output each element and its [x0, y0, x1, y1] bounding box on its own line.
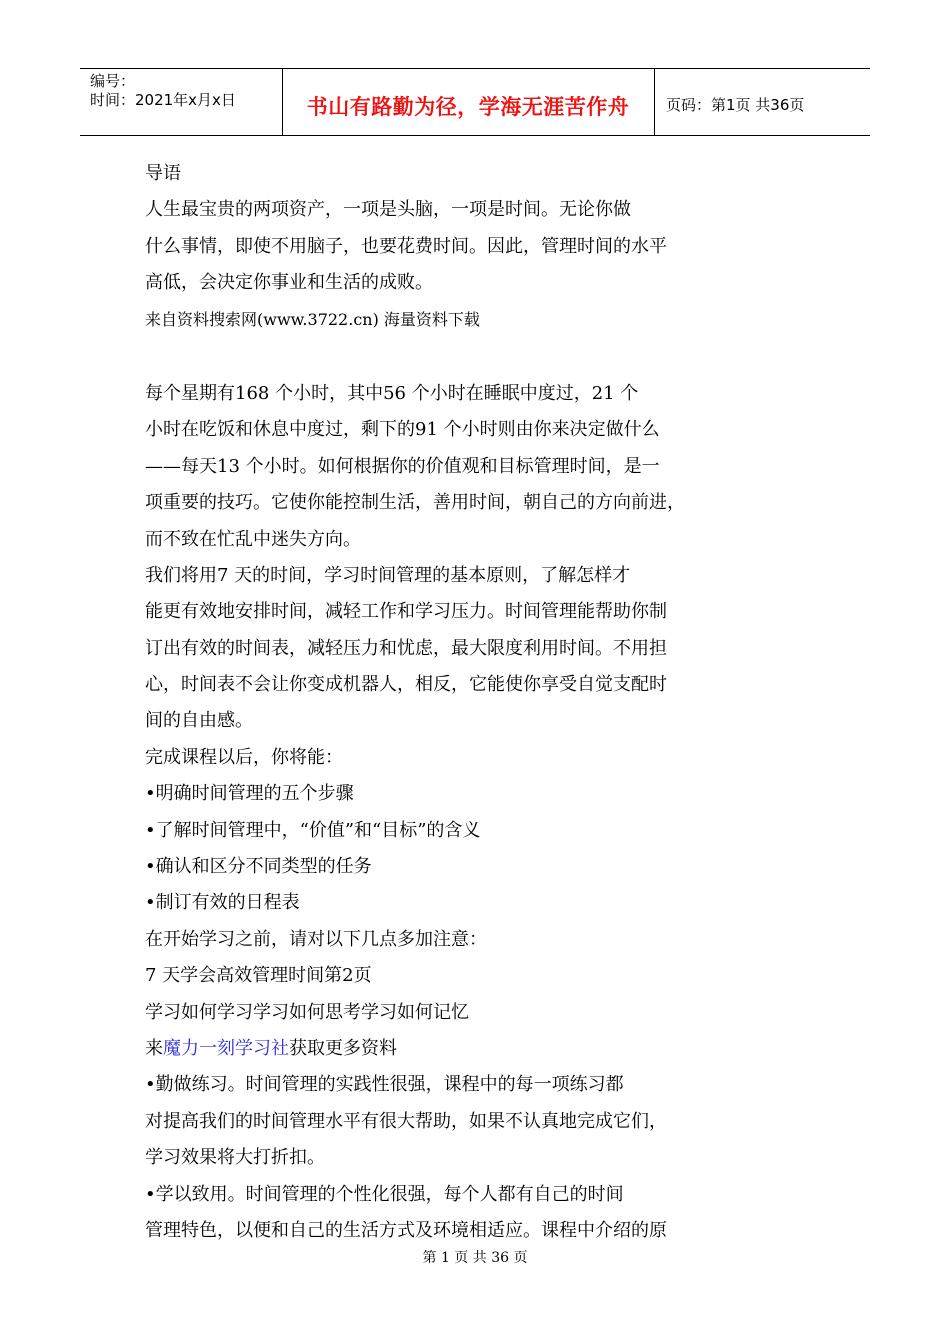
header-meta — [90, 72, 236, 110]
practice-line: 对提高我们的时间管理水平有很大帮助，如果不认真地完成它们， — [145, 1110, 667, 1132]
notice-line: 在开始学习之前，请对以下几点多加注意： — [145, 928, 487, 950]
header-motto: 书山有路勤为径，学海无涯苦作舟 — [306, 95, 630, 119]
paragraph-line: 订出有效的时间表，减轻压力和忧虑，最大限度利用时间。不用担 — [145, 637, 667, 659]
study-line: 学习如何学习学习如何思考学习如何记忆 — [145, 1001, 469, 1023]
header-page-number: 页码：第1页 共36页 — [666, 96, 805, 114]
paragraph-line: 项重要的技巧。它使你能控制生活，善用时间，朝自己的方向前进， — [145, 492, 685, 514]
bullet-item: •制订有效的日程表 — [145, 892, 300, 914]
intro-line: 高低，会决定你事业和生活的成败。 — [145, 272, 433, 294]
more-prefix: 来 — [145, 1037, 163, 1059]
intro-line: 人生最宝贵的两项资产，一项是头脑，一项是时间。无论你做 — [145, 199, 631, 221]
paragraph-line: 而不致在忙乱中迷失方向。 — [145, 528, 361, 550]
bullet-item: •明确时间管理的五个步骤 — [145, 783, 354, 805]
header-divider-right — [654, 69, 655, 135]
apply-line: •学以致用。时间管理的个性化很强，每个人都有自己的时间 — [145, 1183, 624, 1205]
header-number-label: 编号： — [90, 72, 136, 90]
apply-line: 管理特色，以便和自己的生活方式及环境相适应。课程中介绍的原 — [145, 1219, 667, 1241]
source-line: 来自资料搜索网(www.3722.cn) 海量资料下载 — [145, 309, 480, 329]
paragraph-line: 能更有效地安排时间，减轻工作和学习压力。时间管理能帮助你制 — [145, 601, 667, 623]
more-suffix: 获取更多资料 — [289, 1037, 397, 1059]
footer-page-number: 第 1 页 共 36 页 — [422, 1250, 528, 1266]
header-date-label: 时间：2021年x月x日 — [90, 91, 236, 109]
document-body — [145, 156, 725, 1249]
paragraph-line: 我们将用7 天的时间，学习时间管理的基本原则，了解怎样才 — [145, 564, 631, 586]
practice-line: 学习效果将大打折扣。 — [145, 1147, 325, 1169]
bullet-item: •确认和区分不同类型的任务 — [145, 856, 372, 878]
outcome-intro: 完成课程以后，你将能： — [145, 746, 343, 768]
more-resources-line — [145, 1031, 725, 1067]
paragraph-line: ——每天13 个小时。如何根据你的价值观和目标管理时间，是一 — [145, 455, 660, 477]
page-reference: 7 天学会高效管理时间第2页 — [145, 965, 372, 987]
paragraph-gap — [145, 338, 725, 376]
intro-line: 什么事情，即使不用脑子，也要花费时间。因此，管理时间的水平 — [145, 235, 667, 257]
bullet-item: •了解时间管理中，“价值”和“目标”的含义 — [145, 819, 481, 841]
section-heading: 导语 — [145, 163, 181, 184]
page-footer — [0, 1247, 950, 1267]
practice-line: •勤做练习。时间管理的实践性很强，课程中的每一项练习都 — [145, 1074, 624, 1096]
paragraph-line: 小时在吃饭和休息中度过，剩下的91 个小时则由你来决定做什么 — [145, 419, 660, 441]
paragraph-line: 心，时间表不会让你变成机器人，相反，它能使你享受自觉支配时 — [145, 674, 667, 696]
paragraph-line: 间的自由感。 — [145, 710, 253, 732]
paragraph-line: 每个星期有168 个小时，其中56 个小时在睡眠中度过，21 个 — [145, 382, 639, 404]
study-club-link[interactable]: 魔力一刻学习社 — [163, 1037, 289, 1059]
page-header — [80, 68, 870, 136]
